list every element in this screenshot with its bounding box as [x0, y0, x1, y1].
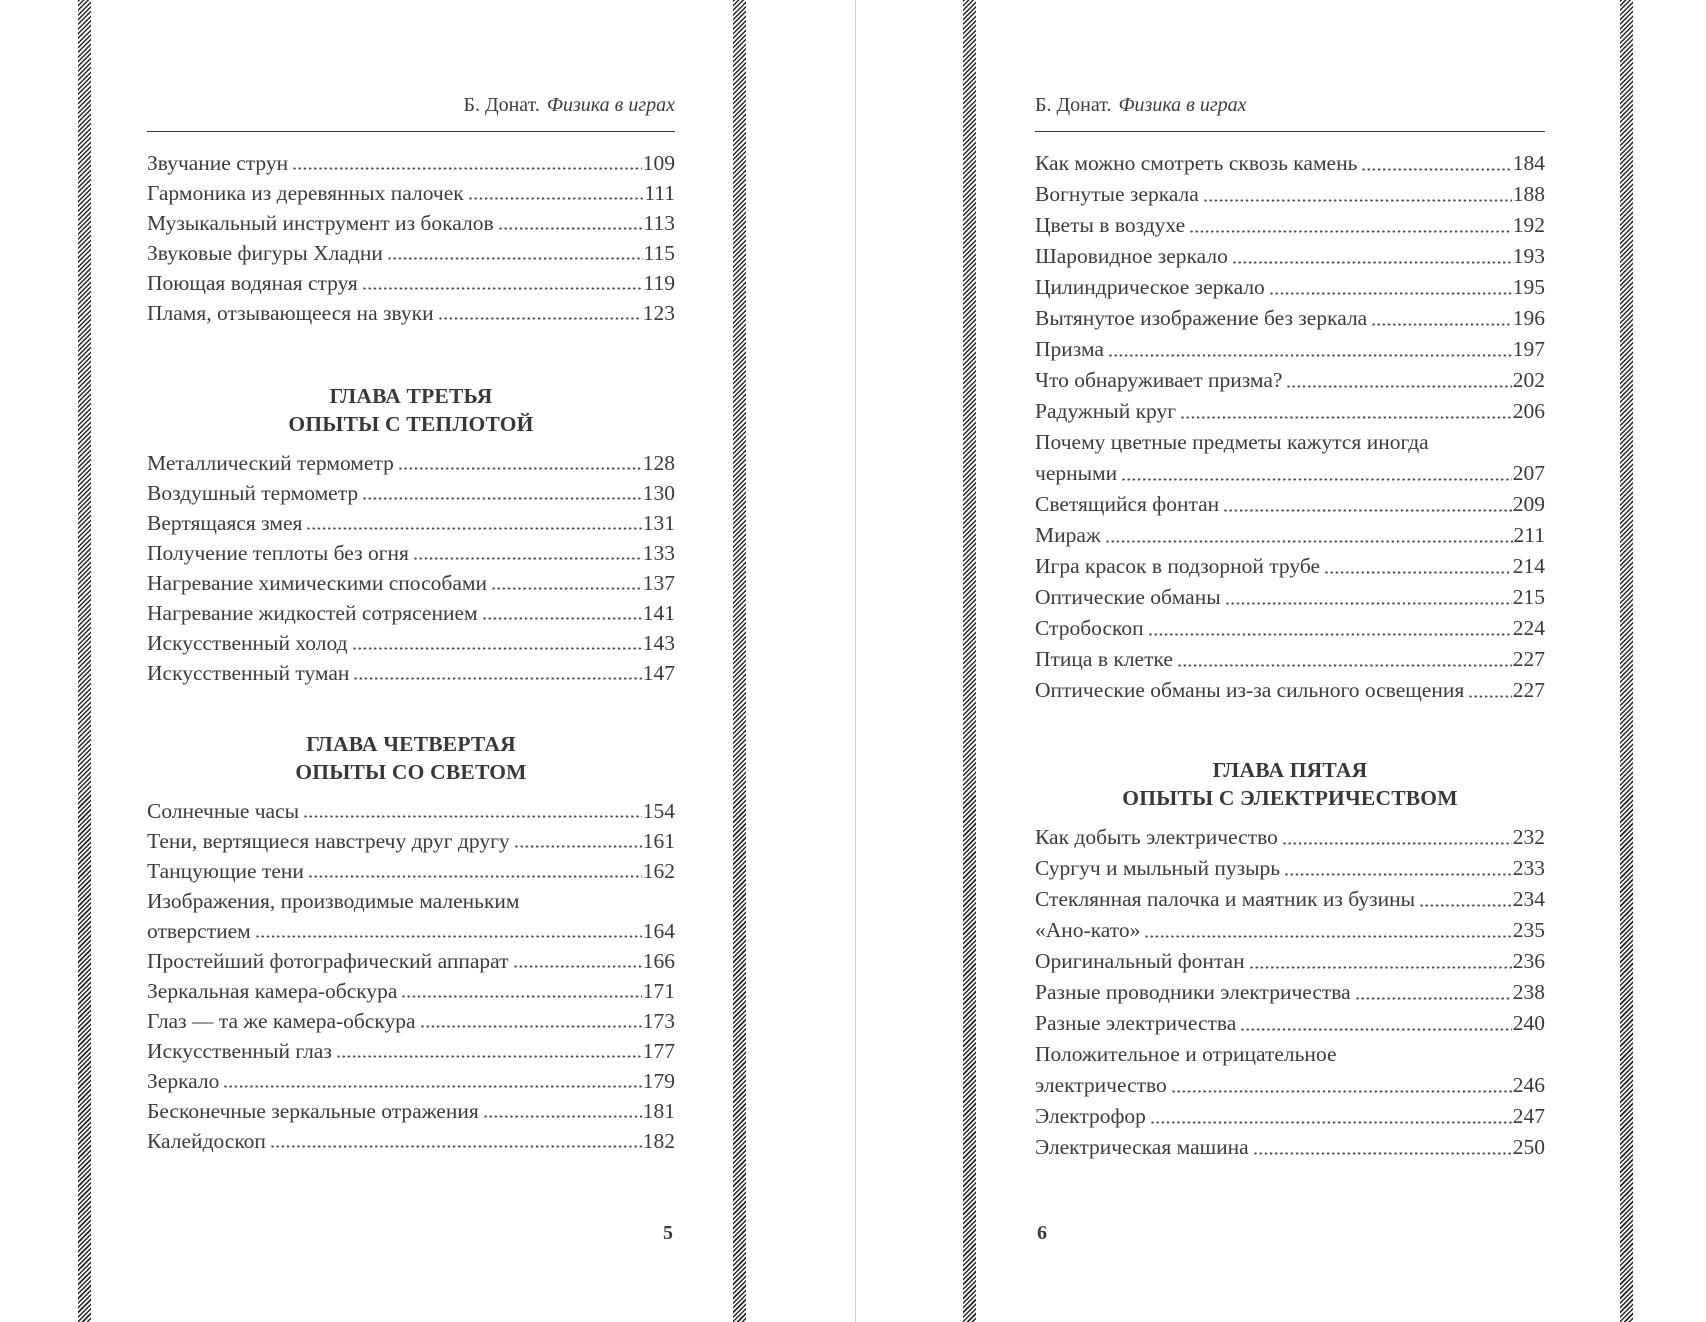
toc-entry [147, 658, 675, 688]
dot-leader [1223, 489, 1512, 520]
toc-entry-title: Вытянутое изображение без зеркала [1035, 306, 1368, 330]
toc-entry-title: Мираж [1035, 523, 1101, 547]
left-page [147, 0, 675, 1322]
running-head-author: Б. Донат. [463, 94, 540, 116]
toc-entry-title: черными [1035, 461, 1118, 485]
dot-leader [1144, 915, 1511, 946]
toc-entry-title: Искусственный холод [147, 631, 348, 655]
dot-leader [303, 796, 642, 826]
chapter-title: ОПЫТЫ СО СВЕТОМ [295, 760, 527, 784]
toc-entry [1035, 582, 1545, 613]
toc-entry-page-number: 211 [1513, 523, 1545, 547]
toc-entry-page-number: 111 [644, 181, 675, 205]
toc-entry [147, 946, 675, 976]
dot-leader [1249, 946, 1512, 977]
toc-entry-page-number: 227 [1512, 647, 1545, 671]
toc-entry-page-number: 240 [1512, 1011, 1545, 1035]
toc-entry-page-number: 188 [1512, 182, 1545, 206]
toc-entry-page-number: 171 [642, 979, 675, 1003]
toc-entry [1035, 1039, 1545, 1070]
running-head-book-title: Физика в играх [546, 94, 675, 116]
toc-entry-page-number: 193 [1512, 244, 1545, 268]
dot-leader [1253, 1132, 1512, 1163]
toc-entry [1035, 334, 1545, 365]
toc-entry [1035, 822, 1545, 853]
chapter-heading-5 [1035, 756, 1545, 812]
toc-section-chapter3 [147, 448, 675, 688]
toc-entry [1035, 1008, 1545, 1039]
dot-leader [1171, 1070, 1512, 1101]
toc-entry [1035, 427, 1545, 458]
toc-left [147, 148, 675, 1156]
toc-entry-title: Призма [1035, 337, 1104, 361]
dot-leader [1225, 582, 1512, 613]
toc-entry [1035, 551, 1545, 582]
toc-entry [147, 268, 675, 298]
dot-leader [308, 856, 642, 886]
hatched-edge-right-outer [1620, 0, 1633, 1322]
toc-entry-title: Оптические обманы из-за сильного освещения [1035, 678, 1465, 702]
toc-entry-title: Глаз — та же камера-обскура [147, 1009, 416, 1033]
toc-entry [147, 856, 675, 886]
dot-leader [1150, 1101, 1512, 1132]
toc-entry-title: Как можно смотреть сквозь камень [1035, 151, 1358, 175]
toc-entry-title: Почему цветные предметы кажутся иногда [1035, 430, 1429, 454]
toc-entry [147, 478, 675, 508]
toc-entry-page-number: 250 [1512, 1135, 1545, 1159]
dot-leader [1121, 458, 1512, 489]
dot-leader [270, 1126, 642, 1156]
dot-leader [352, 628, 642, 658]
toc-entry [1035, 303, 1545, 334]
chapter-number: ГЛАВА ЧЕТВЕРТАЯ [306, 732, 516, 756]
toc-entry-page-number: 215 [1512, 585, 1545, 609]
toc-entry-title: Музыкальный инструмент из бокалов [147, 211, 494, 235]
dot-leader [1468, 675, 1511, 706]
toc-entry [1035, 644, 1545, 675]
dot-leader [498, 208, 643, 238]
toc-entry [1035, 613, 1545, 644]
dot-leader [1180, 396, 1512, 427]
toc-entry-page-number: 184 [1512, 151, 1545, 175]
hatched-edge-right-inner [963, 0, 976, 1322]
toc-entry-page-number: 247 [1512, 1104, 1545, 1128]
toc-entry [1035, 1132, 1545, 1163]
toc-entry [147, 238, 675, 268]
toc-entry-title: Птица в клетке [1035, 647, 1173, 671]
toc-entry-page-number: 195 [1512, 275, 1545, 299]
toc-entry-title: Изображения, производимые маленьким [147, 889, 520, 913]
running-head-book-title: Физика в играх [1118, 94, 1247, 116]
dot-leader [1324, 551, 1512, 582]
toc-section-chapter4-tail [1035, 148, 1545, 706]
header-rule [147, 131, 675, 132]
toc-entry-page-number: 143 [642, 631, 675, 655]
dot-leader [362, 478, 642, 508]
toc-entry-page-number: 141 [642, 601, 675, 625]
toc-entry [147, 508, 675, 538]
toc-entry-title: Получение теплоты без огня [147, 541, 409, 565]
toc-entry-page-number: 162 [642, 859, 675, 883]
toc-entry [1035, 241, 1545, 272]
toc-entry [1035, 946, 1545, 977]
dot-leader [483, 1096, 642, 1126]
toc-entry [1035, 148, 1545, 179]
toc-entry-page-number: 235 [1512, 918, 1545, 942]
toc-entry-page-number: 133 [642, 541, 675, 565]
toc-entry-page-number: 137 [642, 571, 675, 595]
toc-entry-title: Воздушный термометр [147, 481, 359, 505]
toc-entry-title: Искусственный глаз [147, 1039, 332, 1063]
toc-entry-title: Пламя, отзывающееся на звуки [147, 301, 434, 325]
toc-entry-page-number: 232 [1512, 825, 1545, 849]
dot-leader [292, 148, 642, 178]
toc-entry-title: Металлический термометр [147, 451, 394, 475]
toc-entry-title: Светящийся фонтан [1035, 492, 1220, 516]
toc-entry-page-number: 109 [642, 151, 675, 175]
toc-entry-page-number: 181 [642, 1099, 675, 1123]
toc-entry [1035, 458, 1545, 489]
running-head [1035, 93, 1545, 117]
dot-leader [401, 976, 641, 1006]
page-number-right: 6 [1037, 1222, 1047, 1244]
dot-leader [491, 568, 642, 598]
toc-entry [147, 1096, 675, 1126]
toc-entry [147, 1006, 675, 1036]
toc-entry-page-number: 209 [1512, 492, 1545, 516]
toc-entry-page-number: 236 [1512, 949, 1545, 973]
toc-entry [147, 178, 675, 208]
toc-entry-page-number: 130 [642, 481, 675, 505]
dot-leader [306, 508, 641, 538]
toc-entry [147, 796, 675, 826]
toc-entry-title: Разные проводники электричества [1035, 980, 1351, 1004]
toc-entry-title: «Ано-като» [1035, 918, 1141, 942]
right-page [1035, 0, 1545, 1322]
toc-entry-title: Гармоника из деревянных палочек [147, 181, 464, 205]
toc-entry-page-number: 164 [642, 919, 675, 943]
toc-entry-page-number: 214 [1512, 554, 1545, 578]
dot-leader [514, 826, 642, 856]
toc-entry-title: Простейший фотографический аппарат [147, 949, 509, 973]
chapter-title: ОПЫТЫ С ЭЛЕКТРИЧЕСТВОМ [1122, 786, 1458, 810]
toc-entry-page-number: 131 [642, 511, 675, 535]
toc-entry [147, 1126, 675, 1156]
toc-entry-page-number: 202 [1512, 368, 1545, 392]
dot-leader [1282, 822, 1512, 853]
toc-entry [1035, 272, 1545, 303]
dot-leader [353, 658, 641, 688]
toc-entry-title: Игра красок в подзорной трубе [1035, 554, 1321, 578]
toc-entry-title: Искусственный туман [147, 661, 350, 685]
toc-entry [147, 568, 675, 598]
dot-leader [1177, 644, 1512, 675]
toc-entry [1035, 210, 1545, 241]
dot-leader [482, 598, 642, 628]
toc-entry [147, 916, 675, 946]
hatched-edge-left-outer [78, 0, 91, 1322]
toc-entry-title: Бесконечные зеркальные отражения [147, 1099, 479, 1123]
toc-entry-page-number: 207 [1512, 461, 1545, 485]
toc-entry [147, 886, 675, 916]
dot-leader [255, 916, 642, 946]
chapter-number: ГЛАВА ТРЕТЬЯ [329, 384, 493, 408]
toc-section-chapter5 [1035, 822, 1545, 1163]
toc-entry-page-number: 197 [1512, 337, 1545, 361]
toc-entry-page-number: 179 [642, 1069, 675, 1093]
dot-leader [1286, 365, 1511, 396]
toc-entry-title: Оптические обманы [1035, 585, 1221, 609]
toc-entry-title: Что обнаруживает призма? [1035, 368, 1283, 392]
dot-leader [1419, 884, 1512, 915]
dot-leader [387, 238, 643, 268]
toc-entry-title: Положительное и отрицательное [1035, 1042, 1337, 1066]
dot-leader [420, 1006, 642, 1036]
toc-entry-page-number: 166 [642, 949, 675, 973]
chapter-heading-4 [147, 730, 675, 786]
toc-entry [1035, 915, 1545, 946]
toc-entry-title: Зеркальная камера-обскура [147, 979, 398, 1003]
dot-leader [513, 946, 642, 976]
page-number-left: 5 [663, 1222, 673, 1244]
toc-entry-page-number: 233 [1512, 856, 1545, 880]
toc-entry [1035, 675, 1545, 706]
chapter-number: ГЛАВА ПЯТАЯ [1212, 758, 1368, 782]
toc-entry [1035, 179, 1545, 210]
toc-entry-page-number: 115 [643, 241, 675, 265]
toc-entry-title: Стробоскоп [1035, 616, 1144, 640]
toc-entry-title: Звучание струн [147, 151, 289, 175]
toc-entry-page-number: 206 [1512, 399, 1545, 423]
toc-entry-page-number: 234 [1512, 887, 1545, 911]
toc-entry-title: Радужный круг [1035, 399, 1177, 423]
toc-entry-title: Зеркало [147, 1069, 220, 1093]
toc-entry [1035, 884, 1545, 915]
toc-entry-title: отверстием [147, 919, 251, 943]
toc-entry-title: Танцующие тени [147, 859, 304, 883]
toc-entry-title: Калейдоскоп [147, 1129, 266, 1153]
toc-entry-title: Шаровидное зеркало [1035, 244, 1228, 268]
toc-entry [147, 448, 675, 478]
toc-entry-title: Тени, вертящиеся навстречу друг другу [147, 829, 510, 853]
toc-entry-page-number: 196 [1512, 306, 1545, 330]
toc-entry [147, 298, 675, 328]
dot-leader [1148, 613, 1512, 644]
dot-leader [413, 538, 642, 568]
dot-leader [468, 178, 644, 208]
toc-entry-page-number: 113 [643, 211, 675, 235]
dot-leader [223, 1066, 641, 1096]
dot-leader [1189, 210, 1512, 241]
toc-section-chapter4 [147, 796, 675, 1156]
toc-entry-title: Нагревание химическими способами [147, 571, 487, 595]
dot-leader [1108, 334, 1512, 365]
toc-entry-page-number: 173 [642, 1009, 675, 1033]
toc-entry-page-number: 227 [1512, 678, 1545, 702]
header-rule [1035, 131, 1545, 132]
toc-entry [1035, 396, 1545, 427]
hatched-edge-left-inner [733, 0, 746, 1322]
toc-entry-title: Сургуч и мыльный пузырь [1035, 856, 1281, 880]
dot-leader [1371, 303, 1512, 334]
toc-section-chapter2-tail [147, 148, 675, 328]
chapter-heading-3 [147, 382, 675, 438]
toc-entry-title: Оригинальный фонтан [1035, 949, 1245, 973]
toc-entry [1035, 1070, 1545, 1101]
toc-entry [147, 1066, 675, 1096]
toc-entry-page-number: 224 [1512, 616, 1545, 640]
toc-entry [1035, 520, 1545, 551]
dot-leader [1203, 179, 1512, 210]
toc-entry-page-number: 177 [642, 1039, 675, 1063]
dot-leader [1269, 272, 1512, 303]
toc-entry [1035, 489, 1545, 520]
toc-entry [1035, 1101, 1545, 1132]
page-divider-line [855, 0, 856, 1322]
toc-entry-page-number: 192 [1512, 213, 1545, 237]
toc-entry-title: Солнечные часы [147, 799, 300, 823]
running-head [147, 93, 675, 117]
toc-entry [147, 208, 675, 238]
dot-leader [1284, 853, 1512, 884]
toc-entry-page-number: 119 [643, 271, 675, 295]
toc-entry-title: Вертящаяся змея [147, 511, 303, 535]
toc-entry-page-number: 238 [1512, 980, 1545, 1004]
toc-entry [147, 628, 675, 658]
dot-leader [1240, 1008, 1511, 1039]
toc-entry [1035, 853, 1545, 884]
toc-entry [147, 976, 675, 1006]
dot-leader [398, 448, 642, 478]
dot-leader [336, 1036, 642, 1066]
dot-leader [1361, 148, 1511, 179]
toc-entry-page-number: 147 [642, 661, 675, 685]
running-head-author: Б. Донат. [1035, 94, 1112, 116]
toc-entry-title: Стеклянная палочка и маятник из бузины [1035, 887, 1416, 911]
dot-leader [1105, 520, 1513, 551]
toc-entry-title: Электрическая машина [1035, 1135, 1249, 1159]
toc-entry [147, 826, 675, 856]
toc-entry [1035, 977, 1545, 1008]
toc-right [1035, 148, 1545, 1163]
toc-entry [147, 598, 675, 628]
toc-entry-title: Разные электричества [1035, 1011, 1237, 1035]
toc-entry [147, 148, 675, 178]
dot-leader [362, 268, 643, 298]
toc-entry [1035, 365, 1545, 396]
dot-leader [1232, 241, 1512, 272]
chapter-title: ОПЫТЫ С ТЕПЛОТОЙ [288, 412, 534, 436]
toc-entry-page-number: 246 [1512, 1073, 1545, 1097]
toc-entry-page-number: 123 [642, 301, 675, 325]
dot-leader [1355, 977, 1512, 1008]
toc-entry-title: Как добыть электричество [1035, 825, 1278, 849]
toc-entry-title: электричество [1035, 1073, 1167, 1097]
toc-entry-page-number: 182 [642, 1129, 675, 1153]
toc-entry [147, 538, 675, 568]
toc-entry [147, 1036, 675, 1066]
toc-entry-title: Поющая водяная струя [147, 271, 358, 295]
toc-entry-title: Электрофор [1035, 1104, 1146, 1128]
toc-entry-page-number: 161 [642, 829, 675, 853]
toc-entry-title: Цилиндрическое зеркало [1035, 275, 1265, 299]
toc-entry-title: Нагревание жидкостей сотрясением [147, 601, 478, 625]
toc-entry-title: Цветы в воздухе [1035, 213, 1186, 237]
toc-entry-page-number: 154 [642, 799, 675, 823]
toc-entry-title: Вогнутые зеркала [1035, 182, 1199, 206]
dot-leader [438, 298, 642, 328]
toc-entry-title: Звуковые фигуры Хладни [147, 241, 383, 265]
toc-entry-page-number: 128 [642, 451, 675, 475]
